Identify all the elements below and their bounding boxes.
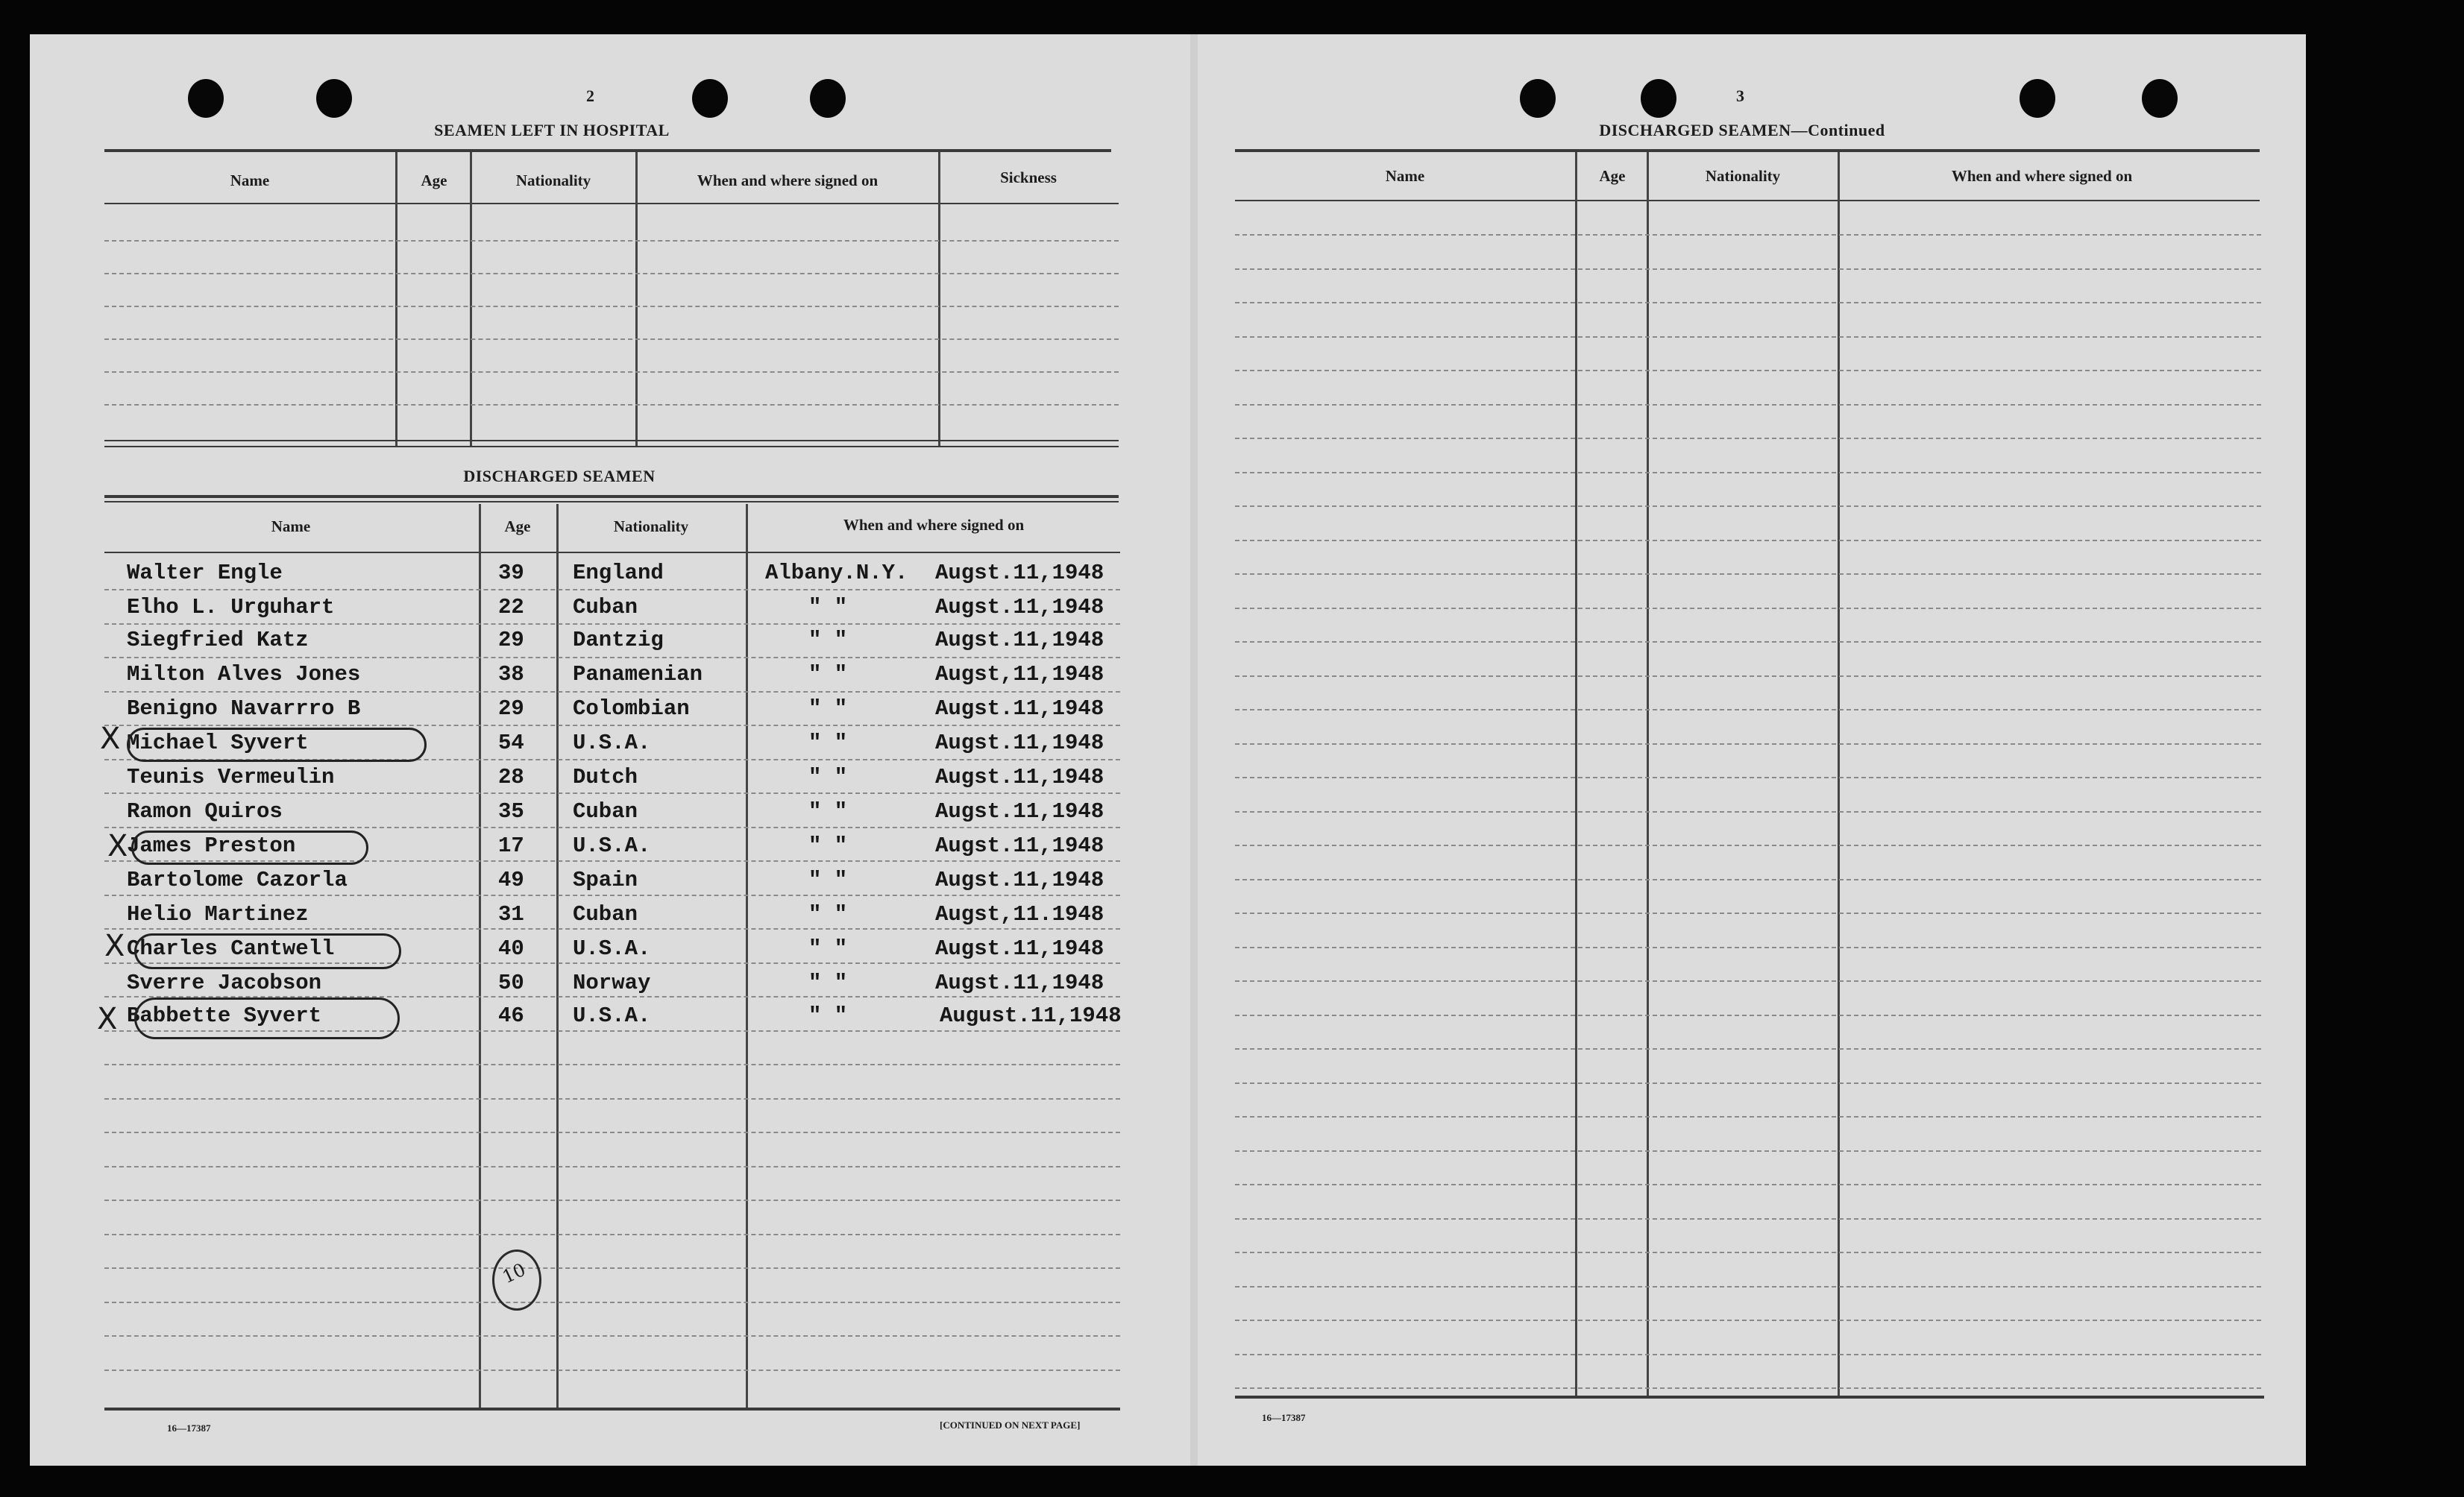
seaman-name: Teunis Vermeulin [127, 765, 335, 790]
seaman-name: Elho L. Urguhart [127, 595, 335, 620]
seaman-name: James Preston [127, 833, 296, 858]
row-line [1235, 1354, 2261, 1355]
table-row [104, 623, 1134, 656]
row-line [1235, 472, 2261, 473]
column-header-nationality: Nationality [515, 171, 591, 189]
signed-on-place: " " [808, 833, 848, 858]
form-number: 16—17387 [167, 1422, 211, 1434]
seaman-name: Ramon Quiros [127, 799, 283, 824]
column-divider [1575, 152, 1577, 1397]
row-line [104, 240, 1119, 242]
name-circle-mark [134, 998, 400, 1039]
x-mark: X [100, 722, 121, 756]
header-rule [1235, 200, 2260, 201]
punch-hole [810, 79, 846, 118]
page-fold [1190, 34, 1198, 1466]
seaman-nationality: Cuban [573, 595, 638, 620]
seaman-nationality: Panamenian [573, 662, 703, 687]
row-line [1235, 845, 2261, 846]
table-top-rule [104, 149, 1111, 152]
row-line [1235, 777, 2261, 778]
seaman-name: Benigno Navarrro B [127, 696, 361, 721]
table-bottom-rule [104, 1408, 1120, 1411]
seaman-nationality: U.S.A. [573, 731, 651, 755]
row-line [1235, 573, 2261, 575]
table-row [104, 898, 1134, 930]
signed-on-place: " " [808, 731, 848, 755]
table-row [104, 966, 1134, 999]
seaman-name: Charles Cantwell [127, 936, 335, 961]
seaman-age: 46 [498, 1003, 524, 1028]
row-line [1235, 743, 2261, 745]
table-row [104, 590, 1134, 623]
seaman-age: 54 [498, 731, 524, 755]
seaman-nationality: Norway [573, 971, 651, 995]
row-line [104, 1302, 1120, 1303]
x-mark: X [107, 829, 128, 863]
row-line [1235, 879, 2261, 880]
row-line [1235, 540, 2261, 541]
form-number: 16—17387 [1262, 1412, 1306, 1423]
table-row [104, 863, 1134, 896]
row-line [1235, 1082, 2261, 1084]
x-mark: X [104, 929, 125, 963]
seaman-name: Bartolome Cazorla [127, 868, 348, 892]
column-divider [1838, 152, 1840, 1397]
seaman-nationality: Colombian [573, 696, 690, 721]
seaman-name: Milton Alves Jones [127, 662, 361, 687]
row-line [104, 1335, 1120, 1337]
seaman-nationality: U.S.A. [573, 1003, 651, 1028]
column-header-signed-on: When and where signed on [1951, 167, 2133, 185]
seaman-nationality: Cuban [573, 902, 638, 927]
column-header-age: Age [1599, 167, 1626, 185]
seaman-age: 29 [498, 696, 524, 721]
continued-note: [CONTINUED ON NEXT PAGE] [940, 1419, 1081, 1431]
column-header-name: Name [230, 171, 270, 189]
seaman-age: 29 [498, 628, 524, 652]
signed-on-date: Augst.11,1948 [935, 799, 1104, 824]
signed-on-place: " " [808, 902, 848, 927]
column-header-name: Name [1385, 167, 1425, 185]
row-line [104, 306, 1119, 307]
signed-on-place: " " [808, 936, 848, 961]
page-number: 3 [1736, 86, 1744, 105]
row-line [1235, 1015, 2261, 1016]
row-line [1235, 709, 2261, 710]
signed-on-date: August.11,1948 [940, 1003, 1122, 1028]
row-line [1235, 1116, 2261, 1118]
seaman-nationality: Spain [573, 868, 638, 892]
table-bottom-rule [1235, 1396, 2264, 1399]
seaman-name: Michael Syvert [127, 731, 309, 755]
table-bottom-rule [104, 440, 1119, 441]
discharged-continued-title: DISCHARGED SEAMEN—Continued [1599, 121, 1885, 139]
column-header-sickness: Sickness [1000, 168, 1057, 186]
seaman-name: Siegfried Katz [127, 628, 309, 652]
seaman-nationality: Dutch [573, 765, 638, 790]
row-line [1235, 1150, 2261, 1152]
signed-on-place: " " [808, 696, 848, 721]
row-line [1235, 234, 2261, 236]
seaman-age: 31 [498, 902, 524, 927]
signed-on-place: " " [808, 868, 848, 892]
punch-hole [316, 79, 352, 118]
seaman-age: 49 [498, 868, 524, 892]
name-circle-mark [127, 728, 427, 762]
row-line [1235, 641, 2261, 643]
row-line [1235, 1218, 2261, 1220]
signed-on-place: " " [808, 799, 848, 824]
signed-on-date: Augst.11,1948 [935, 628, 1104, 652]
row-line [1235, 1286, 2261, 1288]
column-divider [635, 152, 638, 447]
row-line [104, 1064, 1120, 1065]
seaman-age: 40 [498, 936, 524, 961]
seaman-name: Sverre Jacobson [127, 971, 322, 995]
hospital-section-title: SEAMEN LEFT IN HOSPITAL [434, 121, 670, 139]
punch-hole [1520, 79, 1556, 118]
header-rule [104, 203, 1119, 204]
table-row [104, 658, 1134, 690]
row-line [104, 1234, 1120, 1235]
table-top-rule [104, 501, 1119, 502]
row-line [1235, 947, 2261, 948]
signed-on-place: " " [808, 628, 848, 652]
row-line [1235, 675, 2261, 677]
seaman-nationality: U.S.A. [573, 936, 651, 961]
signed-on-date: Augst.11,1948 [935, 833, 1104, 858]
row-line [104, 1267, 1120, 1269]
seaman-nationality: U.S.A. [573, 833, 651, 858]
header-rule [104, 552, 1120, 553]
row-line [104, 273, 1119, 274]
name-circle-mark [134, 933, 401, 969]
punch-hole [692, 79, 728, 118]
table-top-rule [1235, 149, 2260, 152]
column-header-age: Age [421, 171, 447, 189]
table-bottom-rule [104, 446, 1119, 447]
seaman-age: 17 [498, 833, 524, 858]
row-line [1235, 1048, 2261, 1050]
seaman-age: 50 [498, 971, 524, 995]
column-divider [938, 152, 940, 447]
row-line [1235, 1252, 2261, 1253]
row-line [104, 371, 1119, 373]
name-circle-mark [131, 831, 368, 865]
seaman-nationality: Dantzig [573, 628, 664, 652]
seaman-age: 28 [498, 765, 524, 790]
seaman-age: 38 [498, 662, 524, 687]
row-line [1235, 438, 2261, 439]
row-line [1235, 336, 2261, 338]
row-line [1235, 980, 2261, 982]
signed-on-date: Augst.11,1948 [935, 765, 1104, 790]
column-header-nationality: Nationality [613, 517, 689, 535]
seaman-name: Helio Martinez [127, 902, 309, 927]
signed-on-place: " " [808, 765, 848, 790]
signed-on-date: Augst.11,1948 [935, 971, 1104, 995]
row-line [104, 338, 1119, 340]
seaman-nationality: Cuban [573, 799, 638, 824]
signed-on-date: Augst.11,1948 [935, 595, 1104, 620]
row-line [104, 1200, 1120, 1201]
column-divider [470, 152, 472, 447]
initials: 10 [499, 1258, 529, 1288]
row-line [1235, 608, 2261, 609]
signed-on-date: Augst.11,1948 [935, 936, 1104, 961]
signed-on-place: " " [808, 595, 848, 620]
table-row [104, 692, 1134, 725]
table-row [104, 760, 1134, 793]
signed-on-place: " " [808, 662, 848, 687]
row-line [1235, 268, 2261, 270]
punch-hole [188, 79, 224, 118]
seaman-age: 35 [498, 799, 524, 824]
signed-on-date: Augst.11,1948 [935, 561, 1104, 585]
row-line [1235, 1320, 2261, 1321]
row-line [1235, 404, 2261, 406]
row-line [104, 404, 1119, 406]
seaman-nationality: England [573, 561, 664, 585]
column-divider [1647, 152, 1649, 1397]
table-row [104, 795, 1134, 828]
row-line [104, 1098, 1120, 1100]
column-header-signed-on: When and where signed on [697, 171, 879, 189]
discharged-section-title: DISCHARGED SEAMEN [463, 467, 656, 485]
signed-on-date: Augst,11,1948 [935, 662, 1104, 687]
seaman-age: 22 [498, 595, 524, 620]
row-line [1235, 302, 2261, 303]
punch-hole [2142, 79, 2178, 118]
row-line [104, 1166, 1120, 1167]
x-mark: X [97, 1002, 118, 1036]
signed-on-place: " " [808, 1003, 848, 1028]
table-top-rule [104, 495, 1119, 498]
page-number: 2 [586, 86, 594, 105]
signed-on-date: Augst.11,1948 [935, 696, 1104, 721]
column-header-nationality: Nationality [1705, 167, 1781, 185]
signed-on-place: " " [808, 971, 848, 995]
signed-on-date: Augst.11,1948 [935, 868, 1104, 892]
row-line [1235, 811, 2261, 813]
seaman-age: 39 [498, 561, 524, 585]
row-line [104, 1132, 1120, 1133]
seaman-name: Walter Engle [127, 561, 283, 585]
signed-on-date: Augst,11.1948 [935, 902, 1104, 927]
row-line [1235, 1387, 2261, 1389]
row-line [1235, 505, 2261, 507]
punch-hole [2020, 79, 2055, 118]
column-divider [395, 152, 397, 447]
signed-on-place: Albany.N.Y. [765, 561, 908, 585]
seaman-name: Babbette Syvert [127, 1003, 322, 1028]
column-header-age: Age [504, 517, 531, 535]
row-line [1235, 370, 2261, 371]
punch-hole [1641, 79, 1676, 118]
signed-on-date: Augst.11,1948 [935, 731, 1104, 755]
row-line [1235, 913, 2261, 914]
row-line [1235, 1184, 2261, 1185]
column-header-signed-on: When and where signed on [843, 516, 1025, 534]
column-header-name: Name [271, 517, 311, 535]
table-row [104, 556, 1134, 589]
document-sheet [30, 34, 2306, 1466]
row-line [104, 1370, 1120, 1371]
